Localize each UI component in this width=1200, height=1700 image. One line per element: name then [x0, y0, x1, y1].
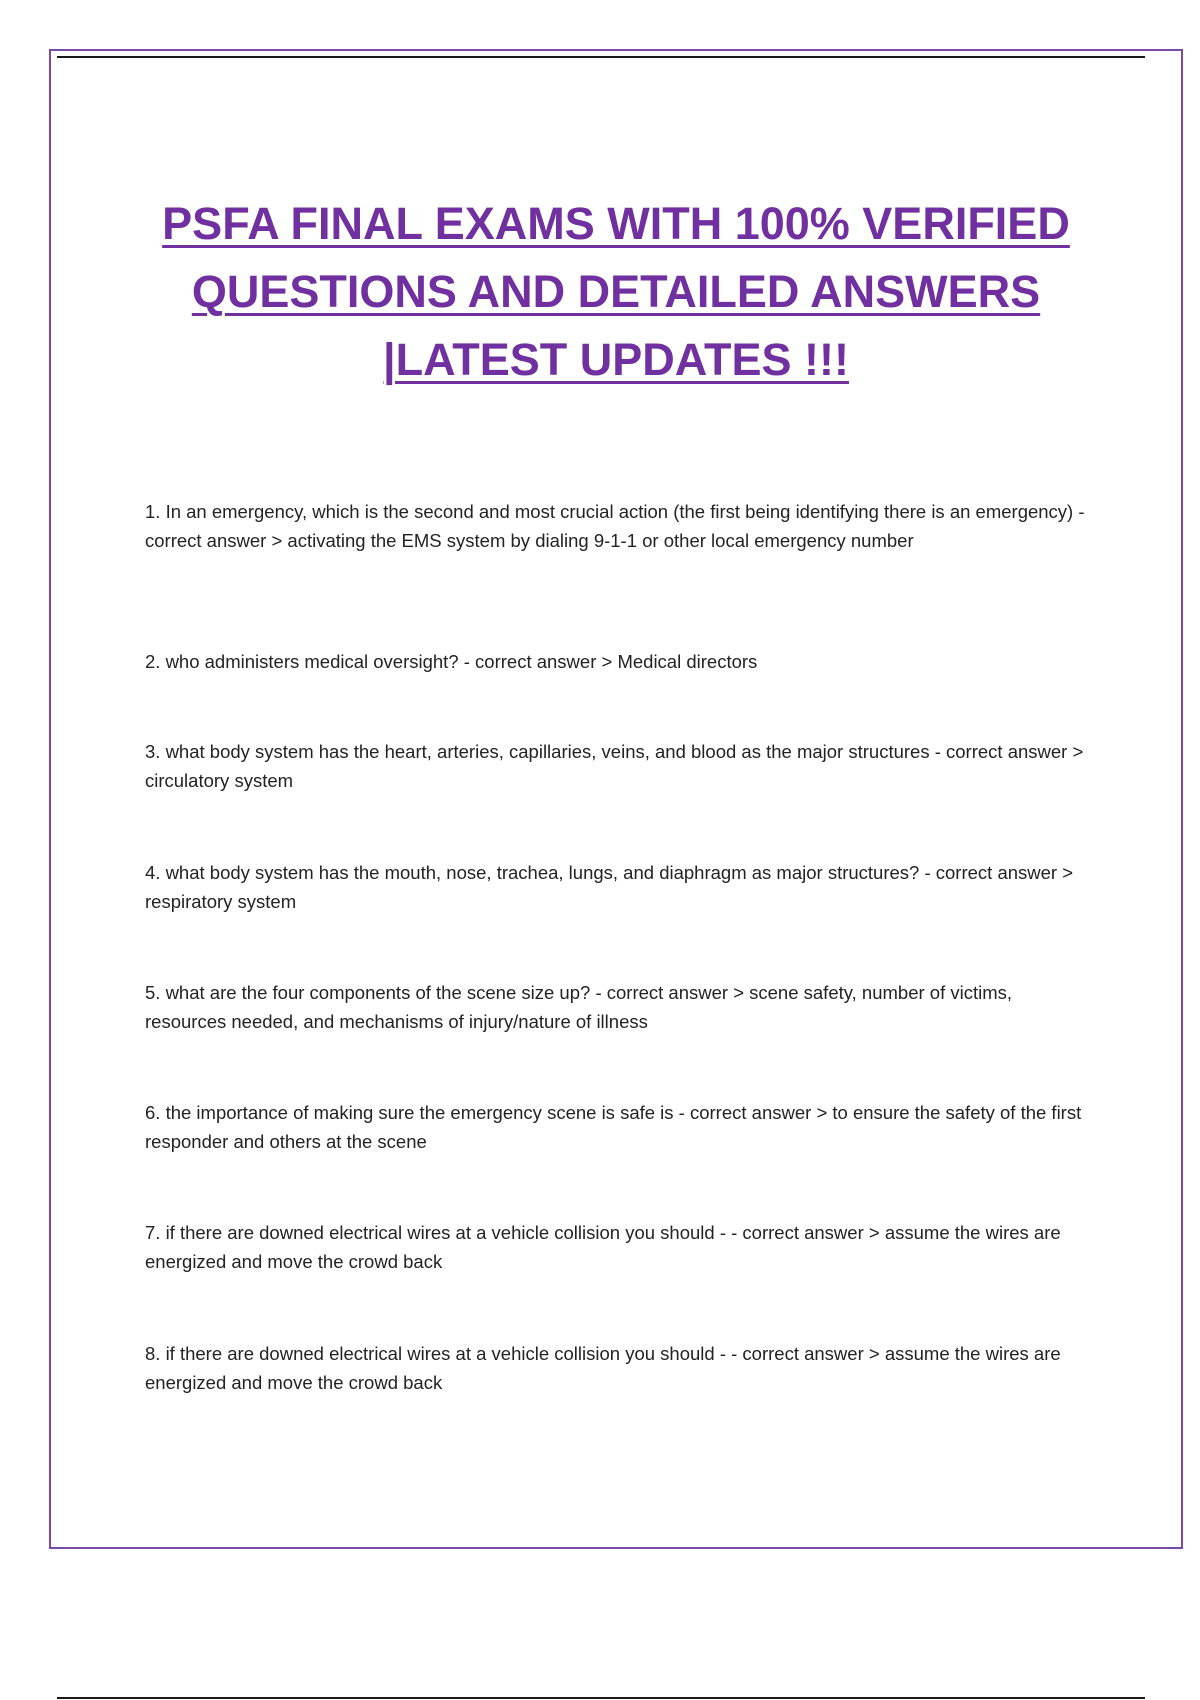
question-5-text: 5. what are the four components of the scene size up? - correct answer > scene safety, number of victims, resources needed, and mechanisms of injury/nature of illness [145, 982, 1013, 1032]
question-3-text: 3. what body system has the heart, arteries, capillaries, veins, and blood as the major structures - correct answer > circulatory system [145, 741, 1084, 791]
question-6-text: 6. the importance of making sure the emergency scene is safe is - correct answer > to ensure the safety of the first responder and others at the scene [145, 1102, 1082, 1152]
question-8-text: 8. if there are downed electrical wires at a vehicle collision you should - - correct answer > assume the wires are energized and move the crowd back [145, 1343, 1061, 1393]
title-line-3: |LATEST UPDATES !!! [383, 334, 849, 385]
list-item [145, 858, 1085, 916]
list-item [145, 1098, 1085, 1156]
list-item [145, 737, 1085, 795]
list-item [145, 497, 1085, 555]
list-item [145, 647, 757, 676]
question-7-text: 7. if there are downed electrical wires at a vehicle collision you should - - correct answer > assume the wires are energized and move the crowd back [145, 1222, 1061, 1272]
title-line-2: QUESTIONS AND DETAILED ANSWERS [191, 266, 1041, 317]
title-line-1: PSFA FINAL EXAMS WITH 100% VERIFIED [162, 198, 1070, 249]
question-1-text: 1. In an emergency, which is the second and most crucial action (the first being identifying there is an emergency) - correct answer > activating the EMS system by dialing 9-1-1 or other local emergency number [145, 501, 1085, 551]
list-item [145, 978, 1085, 1036]
question-4-text: 4. what body system has the mouth, nose, trachea, lungs, and diaphragm as major structures? - correct answer > respiratory system [145, 862, 1074, 912]
bottom-divider [57, 1697, 1145, 1699]
document-title [100, 190, 1132, 394]
question-2-text: 2. who administers medical oversight? - correct answer > Medical directors [145, 651, 758, 672]
top-divider [57, 56, 1145, 58]
list-item [145, 1218, 1085, 1276]
list-item [145, 1339, 1085, 1397]
